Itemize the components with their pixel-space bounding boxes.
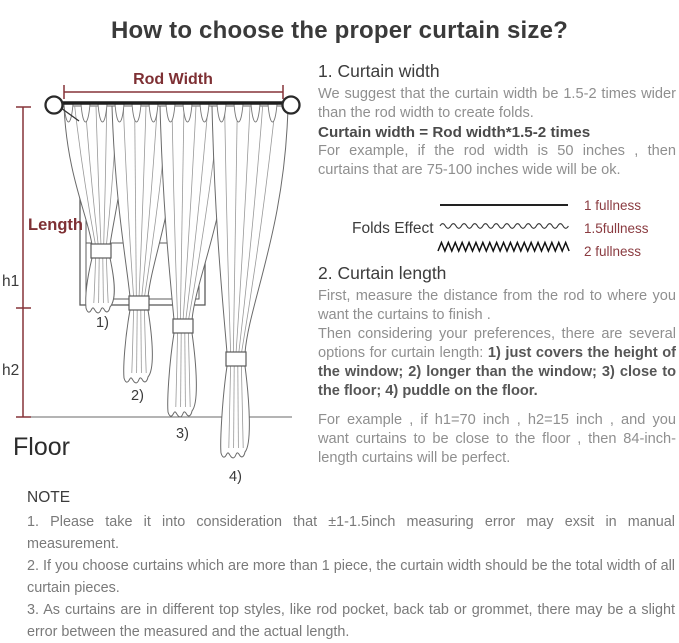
tassel (221, 366, 250, 458)
length-label: Length (28, 216, 83, 234)
section1-paragraph-1: We suggest that the curtain width be 1.5-2 times wider than the rod width to create folds. (318, 86, 676, 121)
section1-heading: 1. Curtain width (318, 61, 440, 81)
note-section (27, 489, 675, 643)
section2-heading: 2. Curtain length (318, 263, 447, 283)
floor-label: Floor (13, 433, 70, 461)
option-label-1: 1) (96, 315, 109, 331)
tie-band (226, 352, 246, 366)
section2-paragraph-2 (318, 325, 676, 401)
note-item-1: 1. Please take it into consideration that ±1-1.5inch measuring error may exsit in manual measurement. (27, 514, 675, 552)
curtain-width-formula: Curtain width = Rod width*1.5-2 times (318, 124, 591, 141)
option-label-3: 3) (176, 426, 189, 442)
section-curtain-width (318, 61, 676, 180)
tie-band (129, 296, 149, 310)
option-label-4: 4) (229, 469, 242, 485)
section-curtain-length (318, 263, 676, 468)
length-options-list: 1) just covers the height of the window; 2) longer than the window; 3) close to the floor; 4) puddle on the floor. (318, 345, 676, 399)
folds-effect-samples (438, 205, 569, 251)
section2-paragraph-1: First, measure the distance from the rod to where you want the curtains to finish . (318, 288, 676, 323)
tassel (168, 333, 197, 417)
rod-finial-right-icon (283, 97, 300, 114)
wavy-fold-line (440, 224, 568, 229)
section2-example: For example , if h1=70 inch , h2=15 inch , and you want curtains to be close to the floor , then 84-inch-length curtains will be perfect. (318, 412, 676, 466)
fullness-label-1-5: 1.5fullness (584, 221, 649, 236)
fullness-label-2: 2 fullness (584, 244, 642, 259)
rod-finial-left-icon (46, 97, 63, 114)
tassel (124, 310, 153, 383)
tassel (86, 258, 115, 313)
zigzag-fold-line (438, 243, 569, 252)
curtain-panels (64, 104, 288, 458)
fan-body (212, 106, 288, 353)
tie-band (91, 244, 111, 258)
note-heading: NOTE (27, 489, 71, 506)
note-item-3: 3. As curtains are in different top styles, like rod pocket, back tab or grommet, there may be a slight error between the measured and the actual length. (27, 602, 675, 640)
rod-width-label: Rod Width (133, 71, 213, 88)
page-title: How to choose the proper curtain size? (111, 17, 568, 45)
option-label-2: 2) (131, 388, 144, 404)
h1-label: h1 (2, 273, 20, 290)
section1-example: For example, if the rod width is 50 inches , then curtains that are 75-100 inches wide will be ok. (318, 143, 676, 178)
fullness-label-1: 1 fullness (584, 198, 642, 213)
folds-effect-label: Folds Effect (352, 220, 434, 237)
tie-band (173, 319, 193, 333)
length-options-intro: Then considering your preferences, there are several options for curtain length: (318, 326, 676, 361)
curtain-panel-4 (212, 106, 288, 458)
note-item-2: 2. If you choose curtains which are more than 1 piece, the curtain width should be the total width of all curtain pieces. (27, 558, 675, 596)
h2-label: h2 (2, 362, 20, 379)
